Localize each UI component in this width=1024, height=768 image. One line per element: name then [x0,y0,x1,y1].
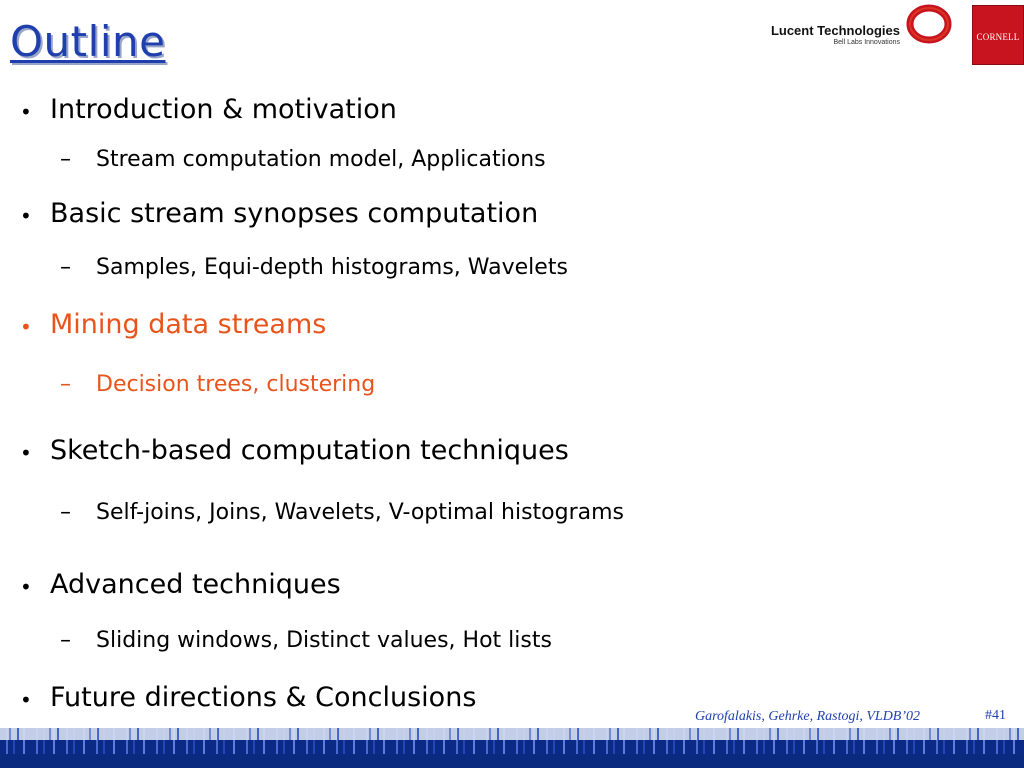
bullet-icon: • [20,204,32,228]
lucent-logo-name: Lucent Technologies [770,23,900,38]
footer-bar-pattern [0,728,1024,740]
lucent-ring-icon [905,4,953,44]
lucent-logo-tagline: Bell Labs Innovations [833,39,900,46]
sub-bullet-item: Stream computation model, Applications [96,147,546,172]
sub-bullet-item: Samples, Equi-depth histograms, Wavelets [96,255,568,280]
dash-icon: – [60,500,71,525]
dash-icon: – [60,628,71,653]
bullet-item: Introduction & motivation [50,94,397,125]
dash-icon: – [60,255,71,280]
bullet-icon: • [20,575,32,599]
bullet-item: Advanced techniques [50,569,341,600]
bullet-item: Sketch-based computation techniques [50,435,569,466]
page-number: #41 [985,708,1006,723]
sub-bullet-item: Self-joins, Joins, Wavelets, V-optimal histograms [96,500,624,525]
footer-authors: Garofalakis, Gehrke, Rastogi, VLDB’02 [695,709,921,724]
sub-bullet-item-highlighted: Decision trees, clustering [96,372,376,397]
bullet-icon: • [20,688,32,712]
dash-icon: – [60,147,71,172]
bullet-item: Future directions & Conclusions [50,682,477,713]
slide-title: Outline [10,17,166,66]
bullet-icon: • [20,315,32,339]
bullet-item-highlighted: Mining data streams [50,309,327,340]
dash-icon: – [60,372,71,397]
sub-bullet-item: Sliding windows, Distinct values, Hot lists [96,628,552,653]
footer-bar-base [0,754,1024,768]
bullet-icon: • [20,441,32,465]
cornell-logo [972,5,1024,65]
bullet-item: Basic stream synopses computation [50,198,539,229]
lucent-logo [770,22,900,52]
cornell-logo-text: CORNELL [976,32,1020,42]
bullet-icon: • [20,100,32,124]
